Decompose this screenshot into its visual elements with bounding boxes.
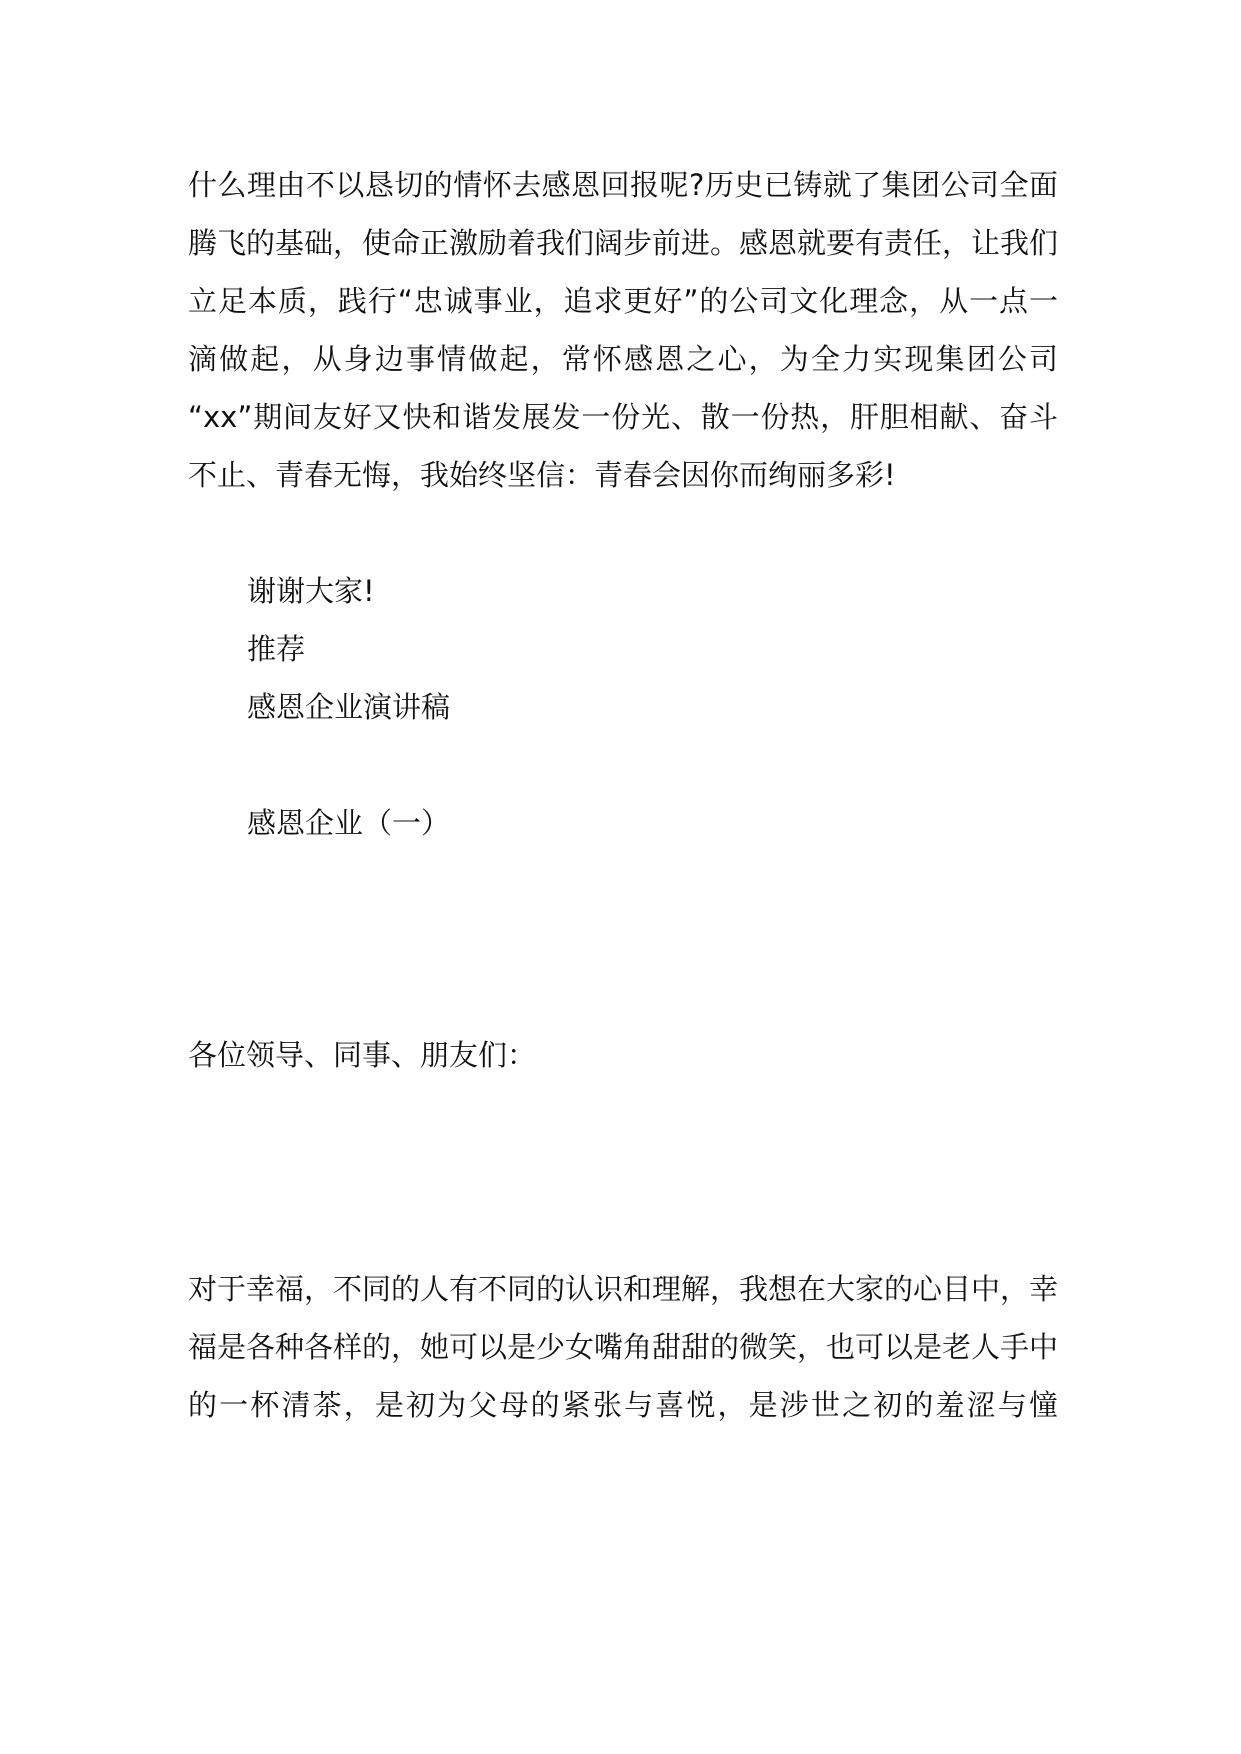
paragraph-2-line-2: 福是各种各样的，她可以是少女嘴角甜甜的微笑，也可以是老人手中	[188, 1330, 1059, 1364]
paragraph-1-line-2: 腾飞的基础，使命正激励着我们阔步前进。感恩就要有责任，让我们	[188, 226, 1059, 260]
paragraph-1-line-4: 滴做起，从身边事情做起，常怀感恩之心，为全力实现集团公司	[188, 342, 1058, 376]
recommend-title: 感恩企业演讲稿	[247, 690, 451, 724]
salutation: 各位领导、同事、朋友们：	[188, 1038, 537, 1072]
paragraph-2-line-3: 的一杯清茶，是初为父母的紧张与喜悦，是涉世之初的羞涩与憧	[188, 1388, 1058, 1422]
paragraph-2-line-1: 对于幸福，不同的人有不同的认识和理解，我想在大家的心目中，幸	[188, 1272, 1059, 1306]
section-title: 感恩企业（一）	[247, 806, 451, 840]
paragraph-1-line-5: “xx”期间友好又快和谐发展发一份光、散一份热，肝胆相献、奋斗	[188, 400, 1058, 434]
paragraph-1-line-3: 立足本质，践行“忠诚事业，追求更好”的公司文化理念，从一点一	[188, 284, 1058, 318]
recommend-label: 推荐	[247, 632, 306, 666]
paragraph-1-line-6: 不止、青春无悔，我始终坚信：青春会因你而绚丽多彩!	[188, 458, 896, 492]
paragraph-1-line-1: 什么理由不以恳切的情怀去感恩回报呢?历史已铸就了集团公司全面	[188, 168, 1058, 202]
thanks-text: 谢谢大家!	[247, 574, 375, 608]
